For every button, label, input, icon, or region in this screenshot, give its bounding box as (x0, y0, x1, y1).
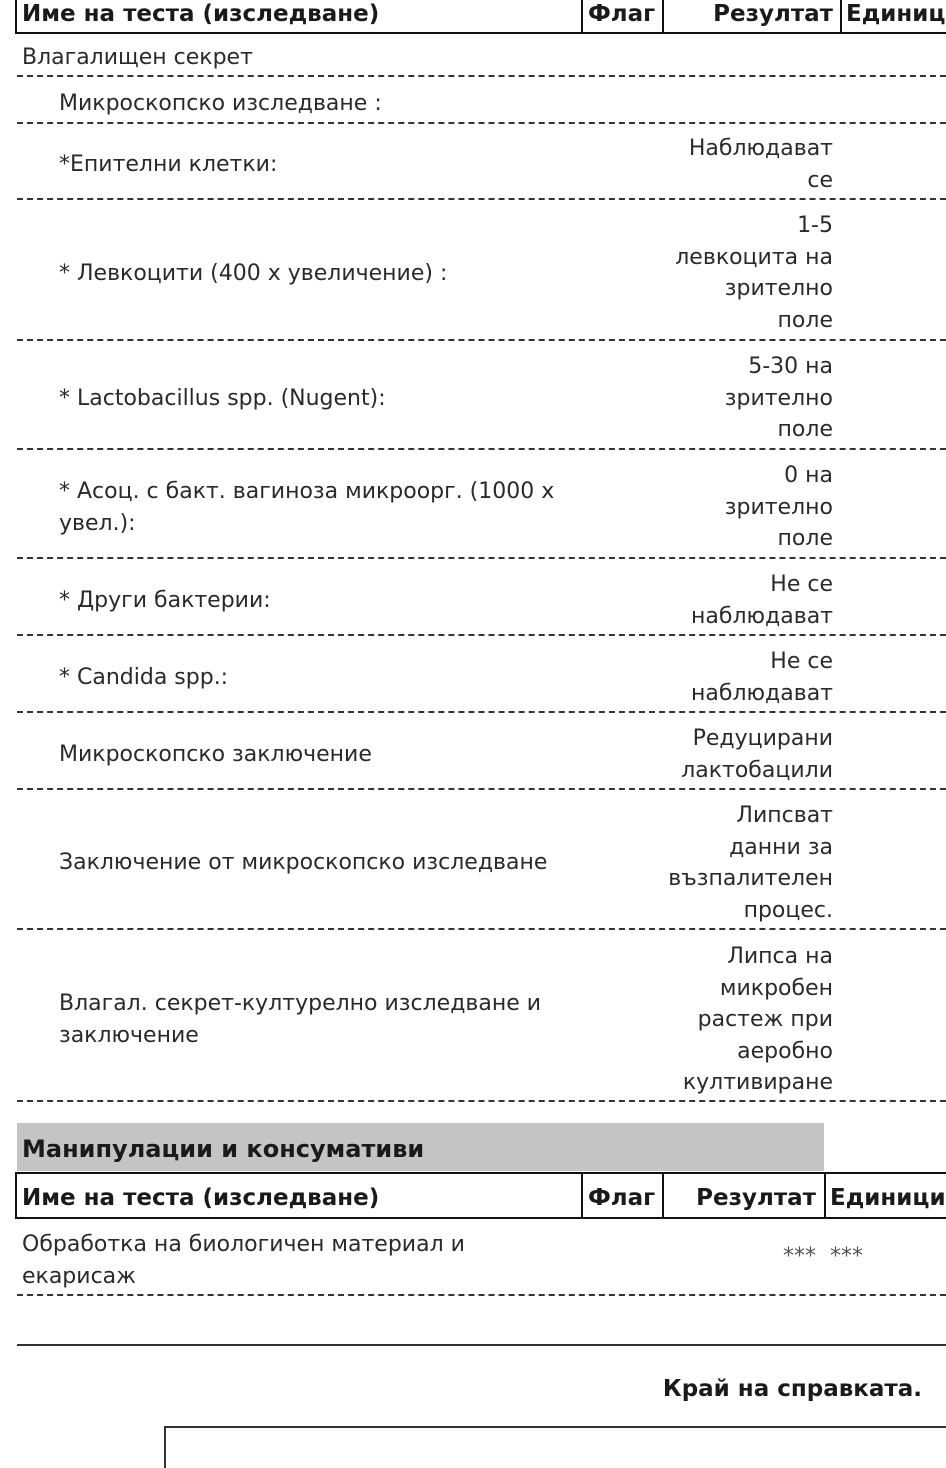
test-result: Липса на микробен растеж при аеробно култивиране (682, 944, 833, 1095)
table2-header-divider (824, 1172, 826, 1219)
test-name: * Candida spp.: (59, 665, 229, 690)
table1-header-name: Име на теста (изследване) (22, 1, 380, 27)
test-name: Микроскопско заключение (59, 742, 372, 767)
table1-header-divider (840, 0, 842, 34)
row-divider (17, 1100, 946, 1102)
row-divider (17, 75, 946, 77)
test-name: * Lactobacillus spp. (Nugent): (59, 386, 386, 411)
test-name: * Левкоцити (400 х увеличение) : (59, 261, 448, 286)
row-divider (17, 1294, 946, 1296)
test-result: Не се наблюдават (691, 572, 833, 629)
test-name: * Асоц. с бакт. вагиноза микроорг. (1000 х увел.): (59, 479, 555, 536)
test-result: 1-5 левкоцита на зрително поле (675, 213, 833, 333)
table1-header-divider (662, 0, 664, 34)
table2-header-divider (662, 1172, 664, 1219)
end-of-report: Край на справката. (662, 1376, 922, 1402)
test-name: Заключение от микроскопско изследване (59, 850, 548, 875)
test-name: Обработка на биологичен материал и екарисаж (22, 1232, 465, 1289)
table2-header-divider (581, 1172, 583, 1219)
test-result: Не се наблюдават (691, 649, 833, 706)
test-name: Микроскопско изследване : (59, 91, 382, 116)
row-divider (17, 711, 946, 713)
row-divider (17, 448, 946, 450)
footer-rule (17, 1344, 946, 1346)
table2-header-result: Резултат (696, 1185, 816, 1211)
row-divider (17, 788, 946, 790)
signature-box (164, 1426, 946, 1468)
table1-header-units: Единиц (846, 1, 946, 27)
test-result: 5-30 на зрително поле (724, 354, 833, 442)
test-result: Наблюдават се (688, 136, 833, 193)
table1-header-divider (581, 0, 583, 34)
test-units: *** (830, 1244, 863, 1269)
row-divider (17, 198, 946, 200)
test-result: Липсват данни за възпалителен процес. (668, 803, 833, 923)
row-divider (17, 634, 946, 636)
test-name: * Други бактерии: (59, 588, 271, 613)
table2-header-units: Единици (830, 1185, 946, 1211)
test-result: *** (783, 1244, 816, 1269)
test-result: Редуцирани лактобацили (681, 726, 833, 783)
row-divider (17, 122, 946, 124)
table2-header-name: Име на теста (изследване) (22, 1185, 380, 1211)
section-title: Манипулации и консумативи (17, 1123, 824, 1171)
group-label: Влагалищен секрет (22, 45, 253, 70)
table1-header-result: Резултат (713, 1, 833, 27)
test-result: 0 на зрително поле (724, 463, 833, 551)
test-name: Влагал. секрет-културелно изследване и заключение (59, 991, 542, 1048)
table1-header-flag: Флаг (588, 1, 656, 27)
row-divider (17, 339, 946, 341)
test-name: *Епителни клетки: (59, 152, 278, 177)
row-divider (17, 557, 946, 559)
table2-header-flag: Флаг (588, 1185, 656, 1211)
row-divider (17, 928, 946, 930)
